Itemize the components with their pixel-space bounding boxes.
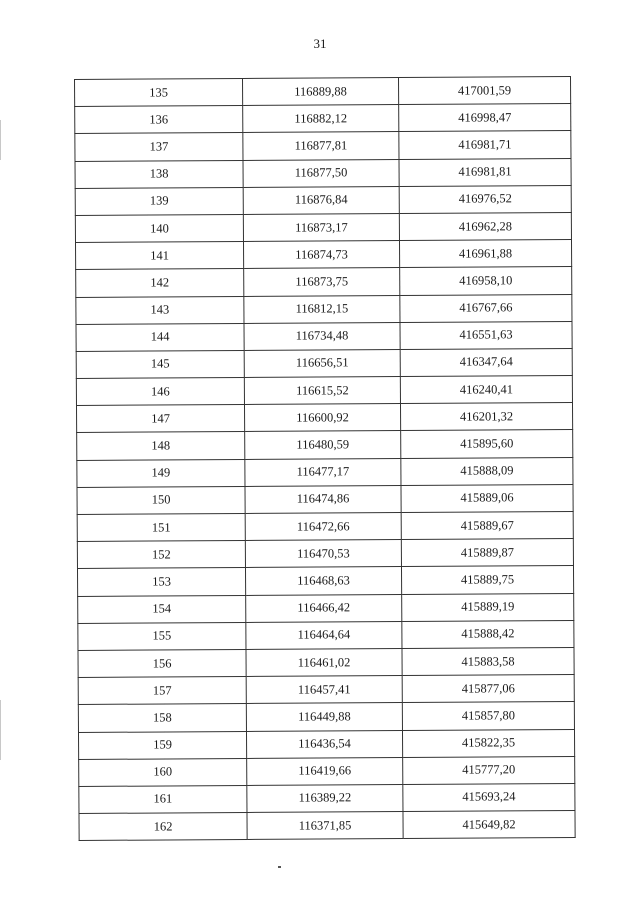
table-row — [78, 675, 574, 705]
x-coordinate-cell: 116882,12 — [243, 105, 399, 133]
point-number-cell: 158 — [78, 704, 246, 732]
y-coordinate-cell: 416767,66 — [400, 294, 572, 322]
x-coordinate-cell: 116472,66 — [245, 513, 401, 541]
scan-edge-mark — [0, 120, 1, 160]
y-coordinate-cell: 416981,81 — [399, 158, 571, 186]
y-coordinate-cell: 415822,35 — [402, 729, 574, 757]
y-coordinate-cell: 415649,82 — [403, 811, 575, 839]
x-coordinate-cell: 116436,54 — [246, 730, 402, 758]
y-coordinate-cell: 416981,71 — [399, 131, 571, 159]
y-coordinate-cell: 415889,75 — [401, 566, 573, 594]
point-number-cell: 145 — [76, 350, 244, 378]
point-number-cell: 136 — [75, 106, 243, 134]
x-coordinate-cell: 116457,41 — [246, 676, 402, 704]
table-row — [76, 321, 572, 351]
point-number-cell: 146 — [76, 378, 244, 406]
x-coordinate-cell: 116464,64 — [246, 621, 402, 649]
table-row — [75, 76, 571, 106]
x-coordinate-cell: 116874,73 — [243, 241, 399, 269]
table-row — [75, 212, 571, 242]
point-number-cell: 137 — [75, 133, 243, 161]
table-row — [75, 158, 571, 188]
point-number-cell: 160 — [79, 758, 247, 786]
y-coordinate-cell: 415857,80 — [402, 702, 574, 730]
x-coordinate-cell: 116734,48 — [244, 322, 400, 350]
y-coordinate-cell: 415889,19 — [402, 593, 574, 621]
y-coordinate-cell: 416347,64 — [400, 348, 572, 376]
y-coordinate-cell: 415888,09 — [401, 457, 573, 485]
x-coordinate-cell: 116873,75 — [244, 268, 400, 296]
point-number-cell: 150 — [77, 486, 245, 514]
x-coordinate-cell: 116656,51 — [244, 349, 400, 377]
point-number-cell: 135 — [75, 78, 243, 106]
x-coordinate-cell: 116876,84 — [243, 186, 399, 214]
point-number-cell: 156 — [78, 649, 246, 677]
table-row — [79, 756, 575, 786]
y-coordinate-cell: 415883,58 — [402, 647, 574, 675]
y-coordinate-cell: 415877,06 — [402, 675, 574, 703]
point-number-cell: 140 — [75, 214, 243, 242]
x-coordinate-cell: 116419,66 — [247, 757, 403, 785]
x-coordinate-cell: 116474,86 — [245, 485, 401, 513]
y-coordinate-cell: 415888,42 — [402, 620, 574, 648]
x-coordinate-cell: 116466,42 — [246, 594, 402, 622]
x-coordinate-cell: 116889,88 — [242, 78, 398, 106]
table-row — [78, 647, 574, 677]
table-row — [78, 702, 574, 732]
x-coordinate-cell: 116812,15 — [244, 295, 400, 323]
y-coordinate-cell: 416201,32 — [400, 403, 572, 431]
point-number-cell: 161 — [79, 785, 247, 813]
table-row — [78, 593, 574, 623]
y-coordinate-cell: 415895,60 — [401, 430, 573, 458]
table-row — [77, 539, 573, 569]
point-number-cell: 151 — [77, 513, 245, 541]
point-number-cell: 154 — [78, 595, 246, 623]
y-coordinate-cell: 416240,41 — [400, 376, 572, 404]
point-number-cell: 141 — [75, 242, 243, 270]
scan-dot-mark — [278, 866, 281, 868]
table-row — [77, 457, 573, 487]
table-row — [77, 566, 573, 596]
x-coordinate-cell: 116480,59 — [245, 431, 401, 459]
x-coordinate-cell: 116873,17 — [243, 213, 399, 241]
table-row — [76, 403, 572, 433]
table-row — [78, 729, 574, 759]
point-number-cell: 144 — [76, 323, 244, 351]
table-row — [76, 348, 572, 378]
y-coordinate-cell: 415889,67 — [401, 511, 573, 539]
y-coordinate-cell: 416961,88 — [399, 240, 571, 268]
table-row — [75, 131, 571, 161]
point-number-cell: 143 — [76, 296, 244, 324]
coordinates-table — [74, 76, 576, 841]
y-coordinate-cell: 416551,63 — [400, 321, 572, 349]
point-number-cell: 148 — [77, 432, 245, 460]
x-coordinate-cell: 116470,53 — [245, 540, 401, 568]
table-row — [77, 511, 573, 541]
page-number: 31 — [313, 36, 327, 51]
point-number-cell: 162 — [79, 813, 247, 841]
x-coordinate-cell: 116389,22 — [247, 784, 403, 812]
y-coordinate-cell: 415889,06 — [401, 484, 573, 512]
y-coordinate-cell: 416958,10 — [400, 267, 572, 295]
x-coordinate-cell: 116477,17 — [245, 458, 401, 486]
point-number-cell: 142 — [76, 269, 244, 297]
y-coordinate-cell: 416962,28 — [399, 212, 571, 240]
point-number-cell: 153 — [77, 568, 245, 596]
y-coordinate-cell: 416976,52 — [399, 185, 571, 213]
table-body — [75, 76, 576, 840]
x-coordinate-cell: 116468,63 — [245, 567, 401, 595]
x-coordinate-cell: 116615,52 — [244, 377, 400, 405]
x-coordinate-cell: 116461,02 — [246, 648, 402, 676]
scan-edge-mark — [0, 700, 1, 760]
table-row — [75, 185, 571, 215]
table-row — [77, 430, 573, 460]
point-number-cell: 157 — [78, 677, 246, 705]
x-coordinate-cell: 116877,50 — [243, 159, 399, 187]
x-coordinate-cell: 116449,88 — [246, 703, 402, 731]
table-row — [76, 376, 572, 406]
point-number-cell: 155 — [78, 622, 246, 650]
point-number-cell: 138 — [75, 160, 243, 188]
point-number-cell: 139 — [75, 187, 243, 215]
y-coordinate-cell: 417001,59 — [398, 76, 570, 104]
table-row — [76, 294, 572, 324]
point-number-cell: 149 — [77, 459, 245, 487]
y-coordinate-cell: 415889,87 — [401, 539, 573, 567]
y-coordinate-cell: 415777,20 — [403, 756, 575, 784]
x-coordinate-cell: 116371,85 — [247, 812, 403, 840]
y-coordinate-cell: 415693,24 — [403, 783, 575, 811]
x-coordinate-cell: 116877,81 — [243, 132, 399, 160]
point-number-cell: 152 — [77, 541, 245, 569]
point-number-cell: 159 — [78, 731, 246, 759]
x-coordinate-cell: 116600,92 — [244, 404, 400, 432]
table-row — [79, 783, 575, 813]
table-row — [75, 104, 571, 134]
table-row — [78, 620, 574, 650]
table-row — [77, 484, 573, 514]
table-row — [76, 267, 572, 297]
table-row — [79, 811, 575, 841]
point-number-cell: 147 — [76, 405, 244, 433]
y-coordinate-cell: 416998,47 — [399, 104, 571, 132]
table-row — [75, 240, 571, 270]
